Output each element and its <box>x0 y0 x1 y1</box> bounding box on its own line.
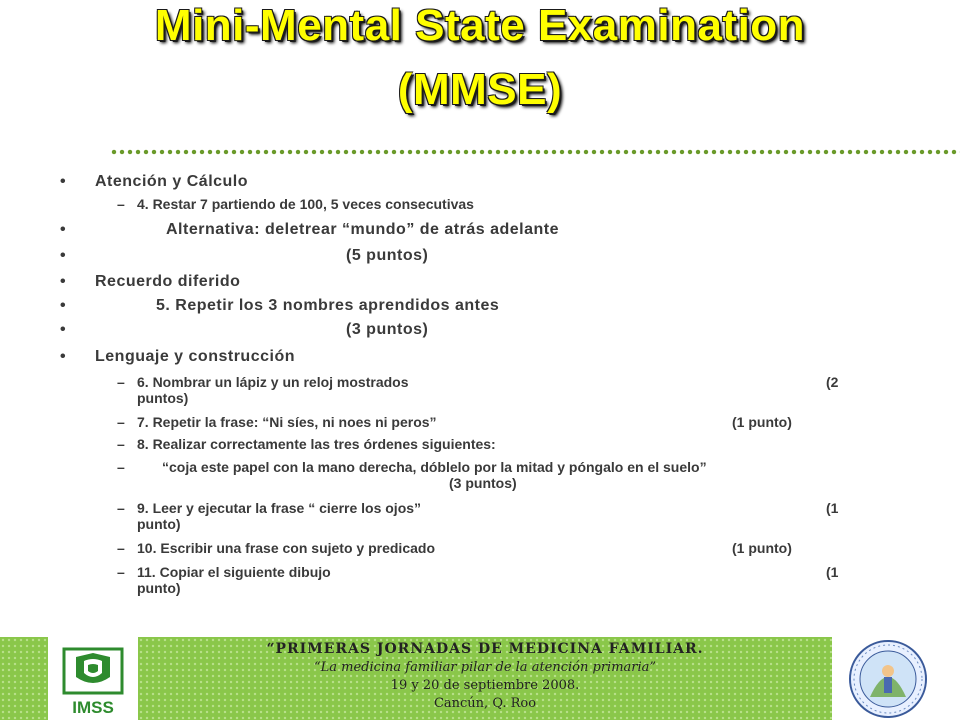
event-seal <box>832 637 960 720</box>
dash-icon: – <box>117 459 125 475</box>
item-puntos-3: (3 puntos) <box>346 321 429 338</box>
imss-logo-icon <box>48 637 138 720</box>
footer-line-4: Cancún, Q. Roo <box>433 696 537 711</box>
item-copiar-points-cont: punto) <box>137 580 181 596</box>
dash-icon: – <box>117 196 125 212</box>
bullet-icon: • <box>60 321 67 338</box>
bullet-icon: • <box>60 173 67 190</box>
item-nombrar-points: (2 <box>826 374 839 390</box>
imss-logo-text: IMSS <box>72 698 114 717</box>
bullet-icon: • <box>60 221 67 238</box>
dash-icon: – <box>117 540 125 556</box>
item-alternativa: Alternativa: deletrear “mundo” de atrás adelante <box>166 221 559 238</box>
item-leer-ejecutar-points: (1 <box>826 500 839 516</box>
item-escribir-points: (1 punto) <box>732 540 792 556</box>
item-escribir: 10. Escribir una frase con sujeto y predicado <box>137 540 435 556</box>
footer-line-1: “PRIMERAS JORNADAS DE MEDICINA FAMILIAR. <box>266 641 704 657</box>
item-nombrar: 6. Nombrar un lápiz y un reloj mostrados <box>137 374 409 390</box>
footer-text <box>160 639 810 713</box>
item-atencion: Atención y Cálculo <box>95 173 249 190</box>
item-leer-ejecutar: 9. Leer y ejecutar la frase “ cierre los ojos” <box>137 500 422 516</box>
item-repetir-frase: 7. Repetir la frase: “Ni síes, ni noes ni peros” <box>137 414 437 430</box>
bullet-icon: • <box>60 273 67 290</box>
item-leer-ejecutar-points-cont: punto) <box>137 516 181 532</box>
dash-icon: – <box>117 436 125 452</box>
title-line-1: Mini-Mental State Examination <box>154 1 806 50</box>
item-copiar-points: (1 <box>826 564 839 580</box>
item-coja-papel-points: (3 puntos) <box>449 475 517 491</box>
item-recuerdo: Recuerdo diferido <box>95 273 241 290</box>
item-repetir-nombres: 5. Repetir los 3 nombres aprendidos antes <box>156 297 500 314</box>
item-restar: 4. Restar 7 partiendo de 100, 5 veces consecutivas <box>137 196 474 212</box>
dash-icon: – <box>117 564 125 580</box>
item-repetir-frase-points: (1 punto) <box>732 414 792 430</box>
item-coja-papel: “coja este papel con la mano derecha, dóblelo por la mitad y póngalo en el suelo” <box>162 459 707 475</box>
item-puntos-5: (5 puntos) <box>346 247 429 264</box>
item-ordenes: 8. Realizar correctamente las tres órdenes siguientes: <box>137 436 496 452</box>
bullet-icon: • <box>60 348 67 365</box>
event-seal-icon <box>832 637 960 720</box>
footer-band <box>0 637 960 720</box>
item-copiar: 11. Copiar el siguiente dibujo <box>137 564 331 580</box>
footer-line-3: 19 y 20 de septiembre 2008. <box>390 678 580 693</box>
item-nombrar-points-cont: puntos) <box>137 390 189 406</box>
dash-icon: – <box>117 374 125 390</box>
bullet-icon: • <box>60 247 67 264</box>
footer-line-2: “La medicina familiar pilar de la atención primaria” <box>313 660 657 675</box>
imss-logo <box>48 637 138 720</box>
bullet-icon: • <box>60 297 67 314</box>
item-lenguaje: Lenguaje y construcción <box>95 348 295 365</box>
dash-icon: – <box>117 500 125 516</box>
dash-icon: – <box>117 414 125 430</box>
title-line-2: (MMSE) <box>397 65 563 114</box>
